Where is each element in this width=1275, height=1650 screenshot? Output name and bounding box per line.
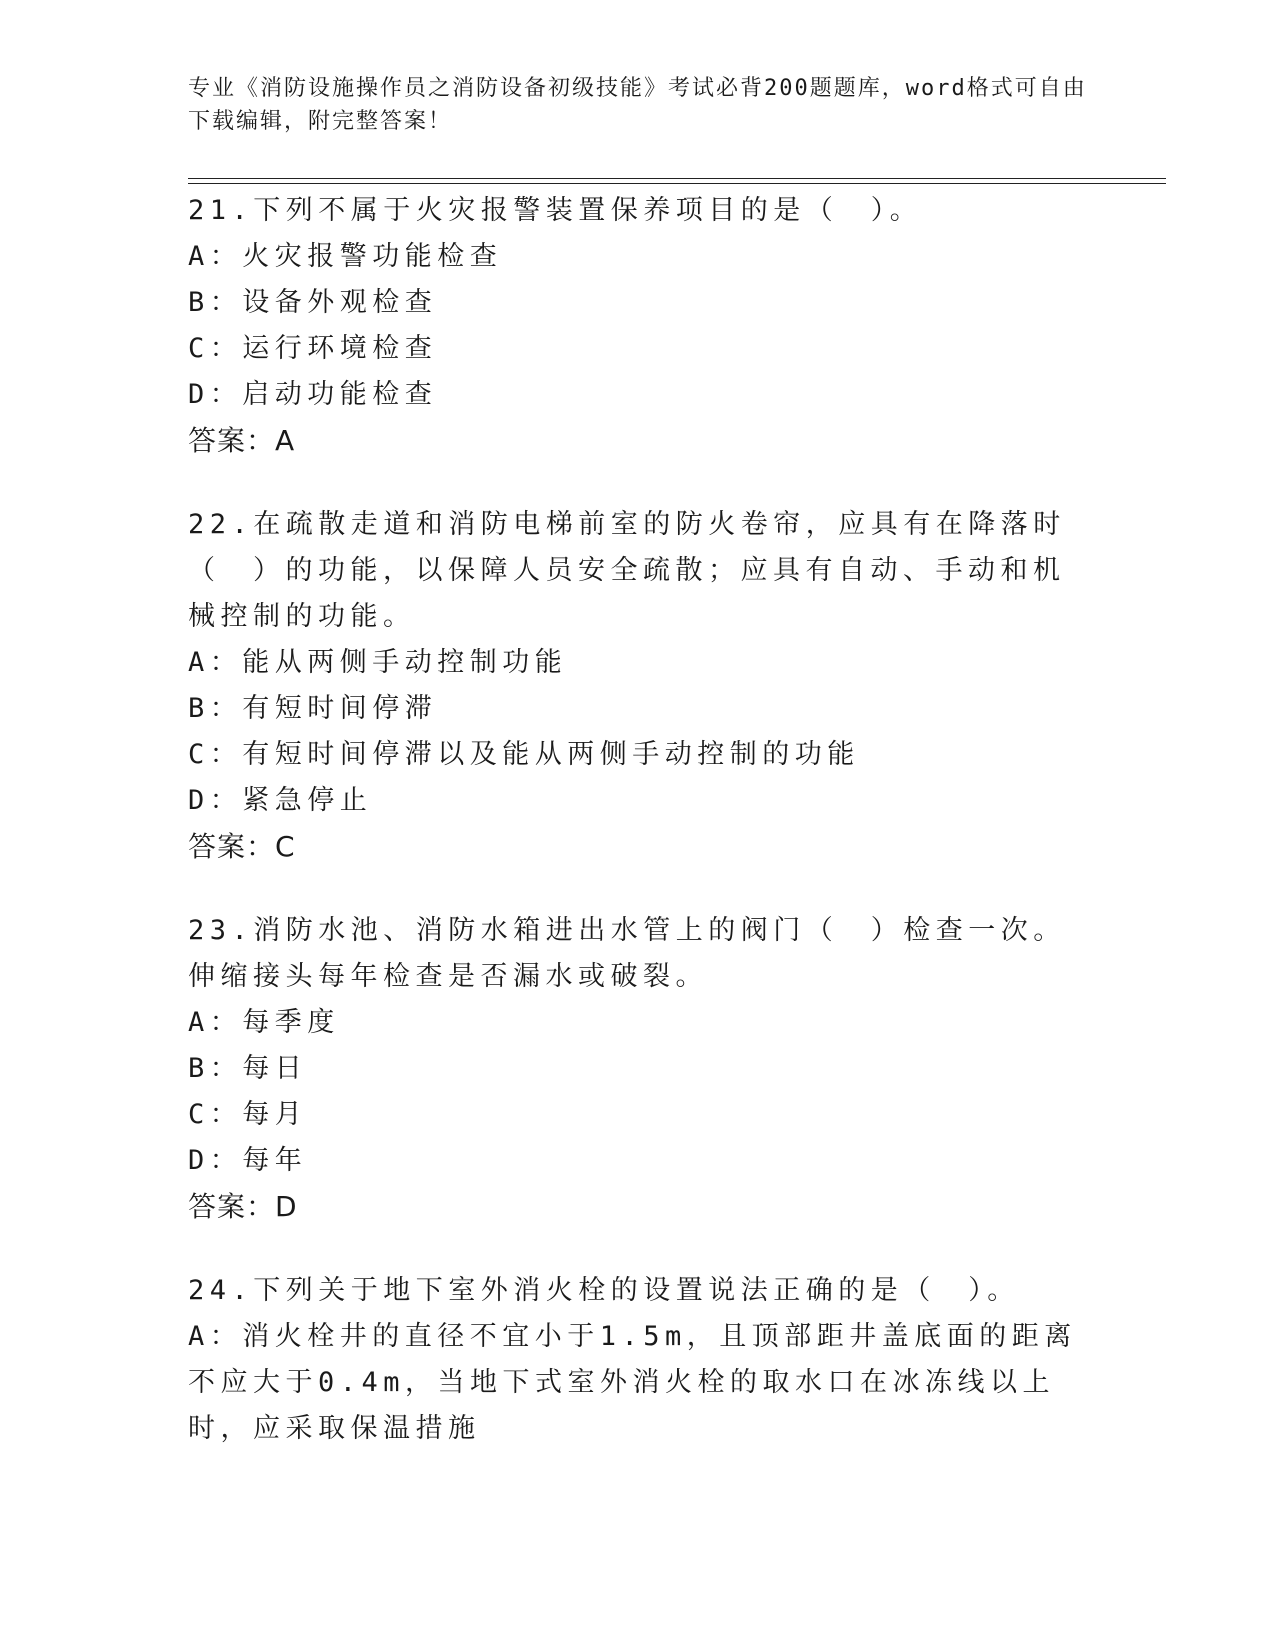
option-a: A：每季度: [188, 1007, 340, 1038]
option-c: C：每月: [188, 1099, 308, 1130]
question-list: [188, 188, 1088, 1490]
answer-text: 答案：A: [188, 424, 296, 457]
option-a: A：能从两侧手动控制功能: [188, 647, 568, 678]
question-23: [188, 908, 1088, 1230]
question-22: [188, 502, 1088, 870]
option-d: D：启动功能检查: [188, 379, 438, 410]
option-d: D：每年: [188, 1145, 308, 1176]
header-divider-bottom: [188, 183, 1166, 184]
option-b: B：每日: [188, 1053, 308, 1084]
option-a: A：火灾报警功能检查: [188, 241, 503, 272]
header-divider-top: [188, 178, 1166, 179]
option-b: B：设备外观检查: [188, 287, 438, 318]
document-header: 专业《消防设施操作员之消防设备初级技能》考试必背200题题库，word格式可自由下载编辑，附完整答案！: [188, 76, 1087, 134]
answer-text: 答案：D: [188, 1190, 298, 1223]
answer-text: 答案：C: [188, 830, 296, 863]
question-stem: 23.消防水池、消防水箱进出水管上的阀门（ ）检查一次。伸缩接头每年检查是否漏水或破裂。: [188, 915, 1066, 992]
option-b: B：有短时间停滞: [188, 693, 438, 724]
question-stem: 24.下列关于地下室外消火栓的设置说法正确的是（ ）。: [188, 1275, 1020, 1306]
option-c: C：有短时间停滞以及能从两侧手动控制的功能: [188, 739, 860, 770]
question-stem: 21.下列不属于火灾报警装置保养项目的是（ ）。: [188, 195, 923, 226]
question-24: [188, 1268, 1088, 1452]
question-21: [188, 188, 1088, 464]
question-stem: 22.在疏散走道和消防电梯前室的防火卷帘，应具有在降落时（ ）的功能，以保障人员安全疏散；应具有自动、手动和机械控制的功能。: [188, 509, 1066, 632]
option-a: A：消火栓井的直径不宜小于1.5m，且顶部距井盖底面的距离不应大于0.4m，当地下式室外消火栓的取水口在冰冻线以上时，应采取保温措施: [188, 1321, 1077, 1444]
option-c: C：运行环境检查: [188, 333, 438, 364]
option-d: D：紧急停止: [188, 785, 373, 816]
